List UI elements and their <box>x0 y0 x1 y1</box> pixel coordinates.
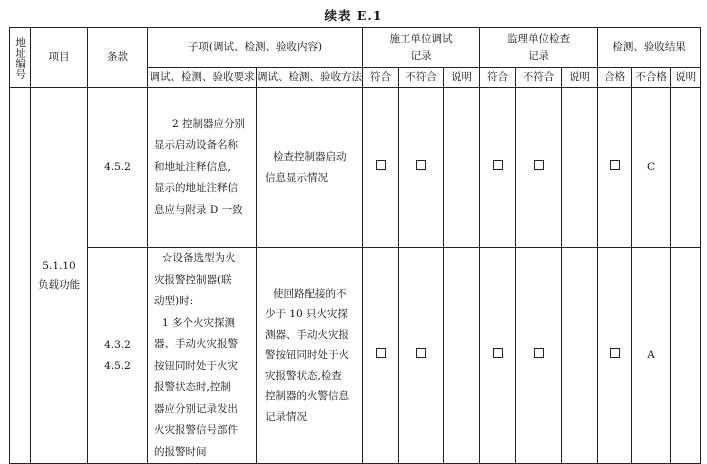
acceptance-record-table <box>9 27 701 464</box>
header-result-qualified: 合格 <box>598 68 632 88</box>
method-cell: 使回路配接的不 少于 10 只火灾探 测器、手动火灾报 警按钮同时处于火 灾报警状态,检查 控制器的火警信息 记录情况 <box>257 248 363 464</box>
result-note-cell <box>671 88 701 248</box>
clause-cell: 4.5.2 <box>88 88 148 248</box>
clause-cell: 4.3.2 4.5.2 <box>88 248 148 464</box>
header-result-unqualified: 不合格 <box>632 68 671 88</box>
construction-nonconform-checkbox[interactable] <box>399 88 444 248</box>
supervision-conform-checkbox[interactable] <box>480 248 516 464</box>
supervision-note-cell <box>562 248 598 464</box>
construction-note-cell <box>444 248 480 464</box>
table-row <box>10 88 701 248</box>
header-supervision-note: 说明 <box>562 68 598 88</box>
requirement-cell: ☆设备选型为火 灾报警控制器(联 动型)时: 1 多个火灾探测 器、手动火灾报警 按钮同时处于火灾 报警状态时,控制 器应分别记录发出 火灾报警信号部件 的报警时间 <box>148 248 257 464</box>
header-construction-nonconform: 不符合 <box>399 68 444 88</box>
header-requirement: 调试、检测、验收要求 <box>148 68 257 88</box>
address-number-cell <box>10 88 31 464</box>
header-method: 调试、检测、验收方法 <box>257 68 363 88</box>
result-grade: A <box>632 248 671 464</box>
construction-conform-checkbox[interactable] <box>363 248 399 464</box>
requirement-cell: 2 控制器应分别 显示启动设备名称 和地址注释信息, 显示的地址注释信 息应与附录 D 一致 <box>148 88 257 248</box>
header-construction-conform: 符合 <box>363 68 399 88</box>
result-grade: C <box>632 88 671 248</box>
header-clause: 条款 <box>88 28 148 88</box>
supervision-nonconform-checkbox[interactable] <box>516 248 562 464</box>
construction-conform-checkbox[interactable] <box>363 88 399 248</box>
header-supervision-conform: 符合 <box>480 68 516 88</box>
supervision-conform-checkbox[interactable] <box>480 88 516 248</box>
header-supervision-unit: 监理单位检查记录 <box>480 28 598 68</box>
table-row <box>10 248 701 464</box>
method-cell: 检查控制器启动 信息显示情况 <box>257 88 363 248</box>
header-item: 项目 <box>31 28 88 88</box>
header-address-number: 地址编号 <box>10 28 31 88</box>
header-supervision-nonconform: 不符合 <box>516 68 562 88</box>
supervision-note-cell <box>562 88 598 248</box>
supervision-nonconform-checkbox[interactable] <box>516 88 562 248</box>
header-inspection-result: 检测、验收结果 <box>598 28 701 68</box>
item-cell: 5.1.10 负载功能 <box>31 88 88 464</box>
header-construction-note: 说明 <box>444 68 480 88</box>
result-qualified-checkbox[interactable] <box>598 88 632 248</box>
header-construction-unit: 施工单位调试记录 <box>363 28 480 68</box>
result-qualified-checkbox[interactable] <box>598 248 632 464</box>
header-result-note: 说明 <box>671 68 701 88</box>
header-sub-item: 子项(调试、检测、验收内容) <box>148 28 363 68</box>
result-note-cell <box>671 248 701 464</box>
construction-nonconform-checkbox[interactable] <box>399 248 444 464</box>
construction-note-cell <box>444 88 480 248</box>
table-title: 续表 E.1 <box>324 8 383 23</box>
